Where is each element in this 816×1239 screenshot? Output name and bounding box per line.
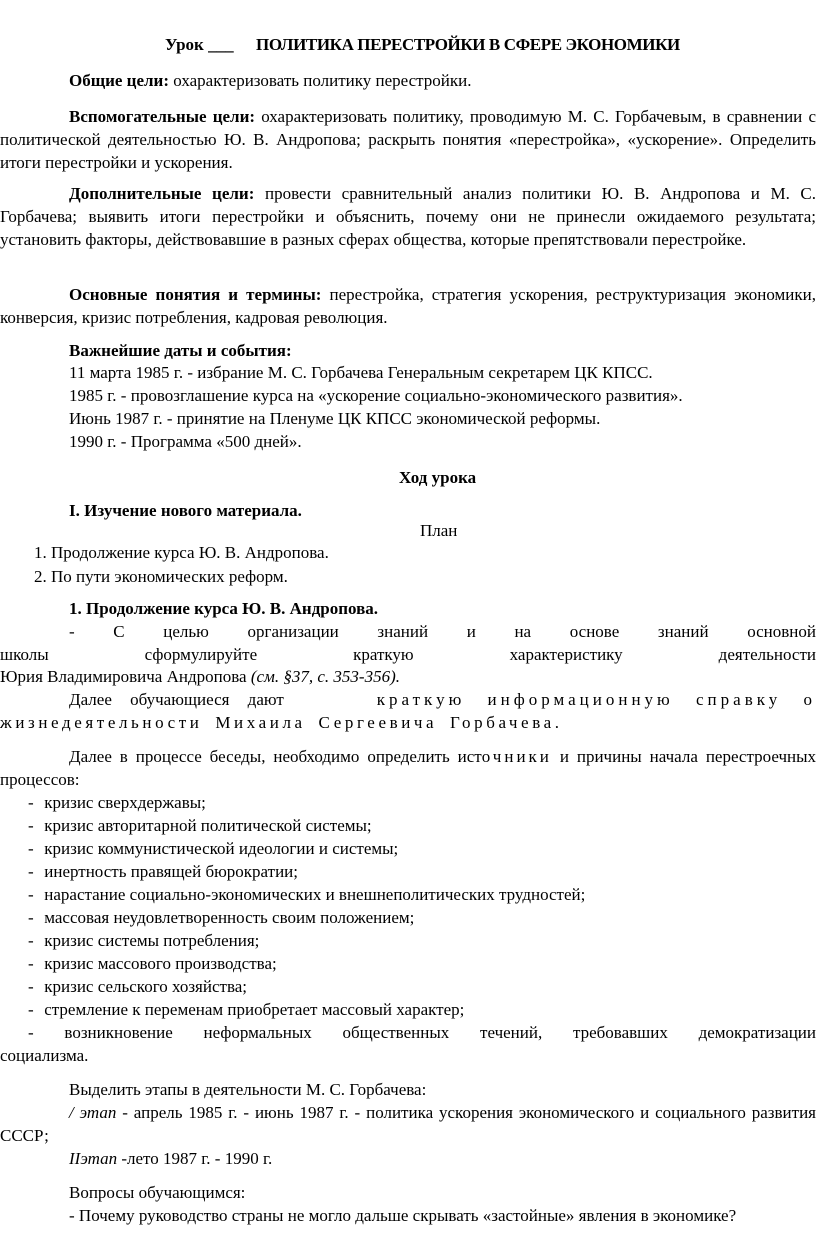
list-item-text: кризис системы потребления;: [44, 931, 260, 950]
list-item-text: массовая неудовлетворенность своим положением;: [44, 908, 415, 927]
auxiliary-goals-text: охарактеризовать политику, проводимую М. С. Горбачевым, в сравнении с политической деятельностью Ю. В. Андропова; раскрыть понятия «перестройка», «ускорение». Определить итоги перестройки и ускорения.: [0, 107, 816, 172]
key-terms-label: Основные понятия и термины:: [69, 285, 322, 304]
list-item: - инертность правящей бюрократии;: [28, 862, 299, 881]
list-item-text: стремление к переменам приобретает массовый характер;: [44, 1000, 465, 1019]
textbook-reference: (см. §37, с. 353-356).: [250, 667, 400, 686]
stage-text: - апрель 1985 г. - июнь 1987 г. - политика ускорения экономического и социального развития СССР;: [0, 1103, 816, 1145]
task-line: школы сформулируйте краткую характеристику деятельности: [0, 645, 816, 664]
additional-goals-label: Дополнительные цели:: [69, 184, 255, 203]
plan-item: 2. По пути экономических реформ.: [34, 567, 288, 586]
task-line: - С целью организации знаний и на основе знаний основной: [69, 622, 816, 641]
reasons-intro-spaced: очники: [481, 747, 552, 766]
plan-label: План: [420, 521, 458, 540]
info-text-spaced: краткую информационную справку о: [376, 690, 816, 709]
list-item-text: кризис авторитарной политической системы;: [44, 816, 372, 835]
info-line-spaced: жизнедеятельности Михаила Сергеевича Горбачева.: [0, 713, 563, 732]
list-item: - кризис сельского хозяйства;: [28, 977, 248, 996]
info-text: Далее обучающиеся дают: [69, 690, 284, 709]
date-item: 11 марта 1985 г. - избрание М. С. Горбачева Генеральным секретарем ЦК КПСС.: [69, 363, 653, 382]
lesson-number-label: Урок ___: [165, 35, 234, 54]
key-terms: [0, 283, 816, 329]
question-item: - Почему руководство страны не могло дальше скрывать «застойные» явления в экономике?: [69, 1206, 737, 1225]
auxiliary-goals-label: Вспомогательные цели:: [69, 107, 256, 126]
info-line: [69, 688, 816, 711]
list-item: - кризис авторитарной политической системы;: [28, 816, 372, 835]
additional-goals: [0, 182, 816, 251]
section-heading: I. Изучение нового материала.: [69, 501, 302, 520]
stages-intro: Выделить этапы в деятельности М. С. Горбачева:: [69, 1080, 427, 1099]
list-item-text: инертность правящей бюрократии;: [44, 862, 299, 881]
reasons-intro-text: Далее в процессе беседы, необходимо определить ист: [69, 747, 482, 766]
general-goals: [0, 69, 816, 92]
task-text: Юрия Владимировича Андропова: [0, 667, 251, 686]
task-line: [0, 665, 816, 688]
list-item: - нарастание социально-экономических и внешнеполитических трудностей;: [28, 885, 586, 904]
general-goals-text: охарактеризовать политику перестройки.: [169, 71, 472, 90]
date-item: Июнь 1987 г. - принятие на Пленуме ЦК КПСС экономической реформы.: [69, 409, 601, 428]
auxiliary-goals: [0, 105, 816, 174]
additional-goals-text: провести сравнительный анализ политики Ю. В. Андропова и М. С. Горбачева; выявить итоги перестройки и объяснить, почему они не принесли ожидаемого результата; установить факторы, действовавшие в разных сферах общества, которые препятствовали перестройке.: [0, 184, 816, 249]
list-item: - массовая неудовлетворенность своим положением;: [28, 908, 415, 927]
list-item-last: - возникновение неформальных общественных течений, требовавших демократизации: [28, 1023, 816, 1042]
reasons-intro: [0, 745, 816, 791]
list-item-text: кризис массового производства;: [44, 954, 277, 973]
subsection-heading: 1. Продолжение курса Ю. В. Андропова.: [69, 599, 379, 618]
plan-item: 1. Продолжение курса Ю. В. Андропова.: [34, 543, 329, 562]
questions-intro: Вопросы обучающимся:: [69, 1183, 246, 1202]
reasons-intro-text: и причины начала перестроечных процессов:: [0, 747, 816, 789]
list-item: - кризис системы потребления;: [28, 931, 260, 950]
stage-item: [0, 1101, 816, 1147]
list-item-text: кризис сельского хозяйства;: [44, 977, 248, 996]
date-item: 1990 г. - Программа «500 дней».: [69, 432, 302, 451]
stage-label: / этап: [69, 1103, 117, 1122]
list-item: - стремление к переменам приобретает массовый характер;: [28, 1000, 465, 1019]
list-item-last-cont: социализма.: [0, 1046, 89, 1065]
general-goals-label: Общие цели:: [69, 71, 169, 90]
list-item-text: нарастание социально-экономических и внешнеполитических трудностей;: [44, 885, 586, 904]
list-item-text: кризис сверхдержавы;: [44, 793, 206, 812]
stage-label: IIэтап: [69, 1149, 118, 1168]
stage-text: -лето 1987 г. - 1990 г.: [117, 1149, 273, 1168]
lesson-title: ПОЛИТИКА ПЕРЕСТРОЙКИ В СФЕРЕ ЭКОНОМИКИ: [256, 35, 680, 54]
stage-item: [69, 1147, 816, 1170]
key-terms-text: перестройка, стратегия ускорения, реструктуризация экономики, конверсия, кризис потребления, кадровая революция.: [0, 285, 816, 327]
dates-heading: Важнейшие даты и события:: [69, 341, 292, 360]
lesson-heading: Ход урока: [399, 468, 477, 487]
list-item: - кризис массового производства;: [28, 954, 277, 973]
list-item: - кризис коммунистической идеологии и системы;: [28, 839, 399, 858]
list-item-text: кризис коммунистической идеологии и системы;: [44, 839, 399, 858]
list-item: - кризис сверхдержавы;: [28, 793, 206, 812]
date-item: 1985 г. - провозглашение курса на «ускорение социально-экономического развития».: [69, 386, 683, 405]
